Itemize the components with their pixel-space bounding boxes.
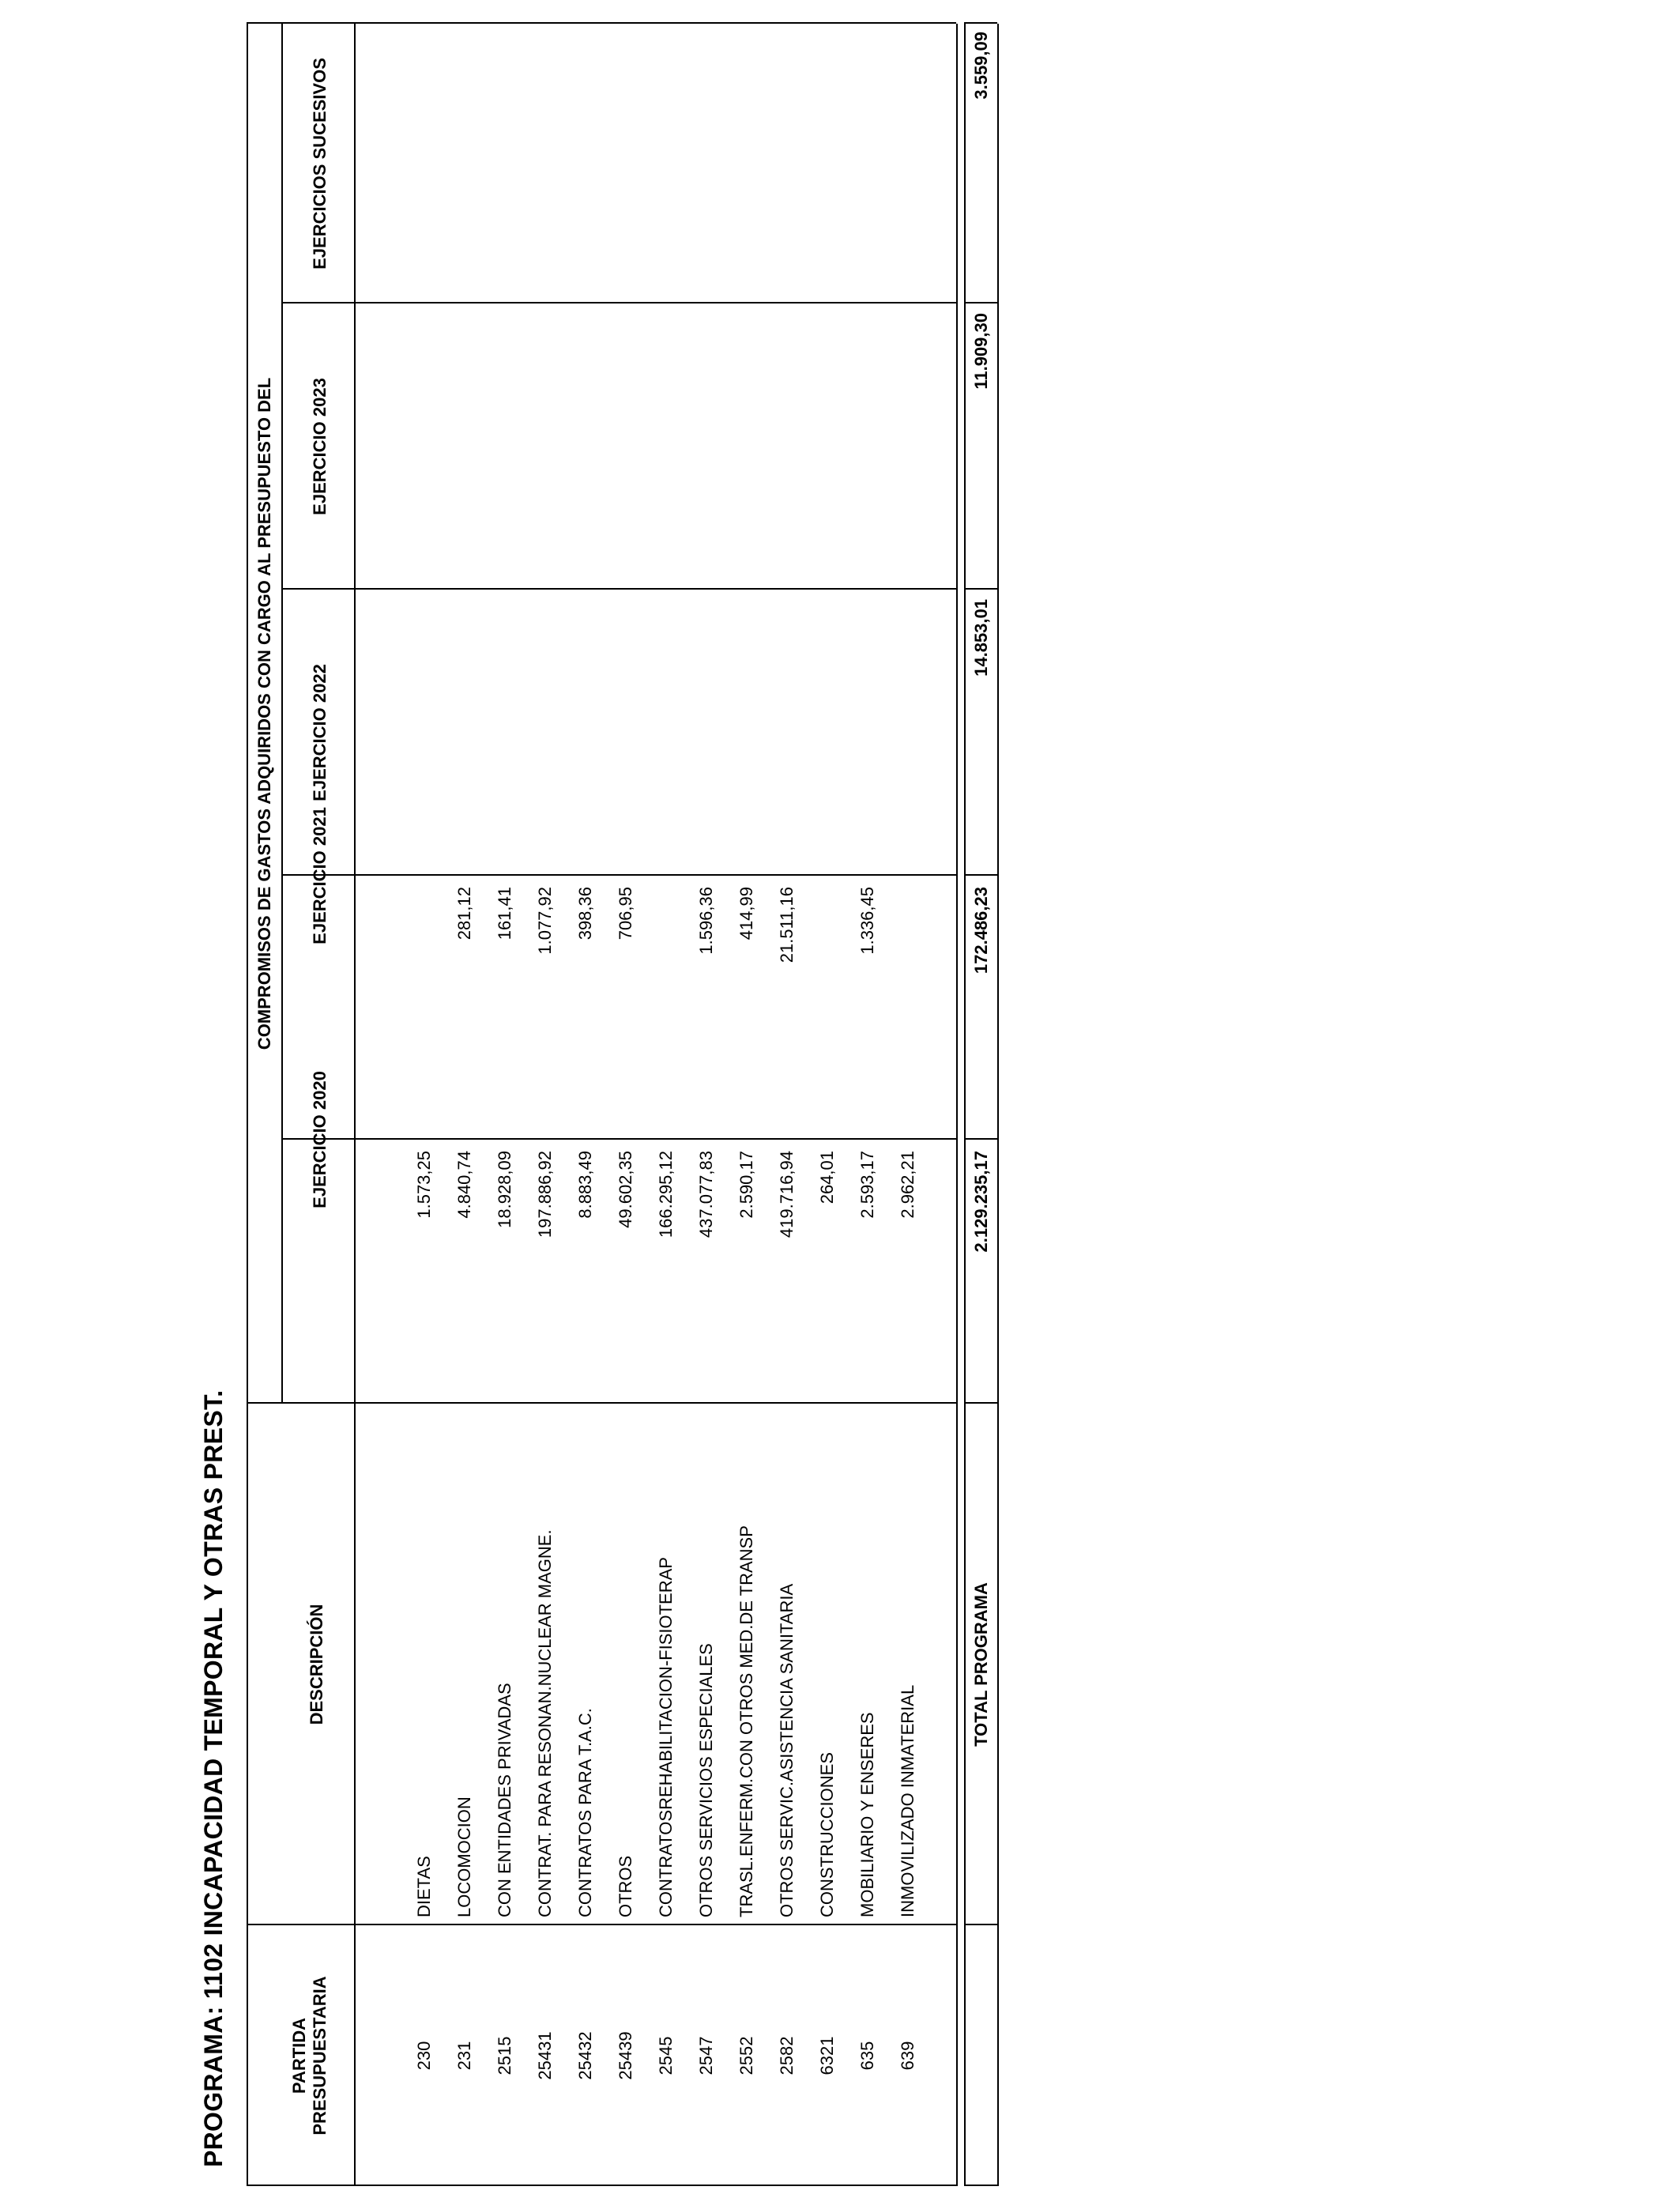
header-compromisos: COMPROMISOS DE GASTOS ADQUIRIDOS CON CARGO AL PRESUPUESTO DEL <box>254 377 274 1050</box>
header-ejercicio-2020: EJERCICIO 2020 <box>310 1071 330 1208</box>
header-ejercicio-2023: EJERCICIO 2023 <box>310 378 330 515</box>
total-2022: 14.853,01 <box>971 599 991 677</box>
total-2021: 172.486,23 <box>971 887 991 974</box>
header-ejercicios-sucesivos: EJERCICIOS SUCESIVOS <box>310 58 330 270</box>
header-partida: PARTIDA PRESUPUESTARIA <box>289 1976 330 2136</box>
total-sucesivos: 3.559,09 <box>971 32 991 100</box>
header-descripcion: DESCRIPCIÓN <box>307 1604 326 1725</box>
total-2023: 11.909,30 <box>971 313 991 390</box>
header-ejercicio-2022: EJERCICIO 2022 <box>310 664 330 801</box>
total-label: TOTAL PROGRAMA <box>971 1582 991 1747</box>
total-2020: 2.129.235,17 <box>971 1151 991 1253</box>
page-title: PROGRAMA: 1102 INCAPACIDAD TEMPORAL Y OTRAS PREST. <box>199 1389 228 2167</box>
header-ejercicio-2021: EJERCICIO 2021 <box>310 807 330 944</box>
rotated-page: PROGRAMA: 1102 INCAPACIDAD TEMPORAL Y OTRAS PREST. PARTIDA PRESUPUESTARIA DESCRIPCIÓN COMPROMISOS DE GASTOS ADQUIRIDOS CON CARGO AL PRESUPUESTO DEL EJERCICIO 2020 EJERCICIO 2021 EJERCICIO 2022 EJERCICIO 2023 EJERCICIOS SUCESIVOS 230 DIETAS 1.573,25 231 LOCOMOCION 4.840,74 281,12 2515 CON ENTIDADES PRIVADAS 18.928,09 161,41 25431 CONTRAT. PARA RESONAN.NUCLEAR MAGNE. 197.886,92 1.077,92 25432 CONTRATOS PARA T.A.C. 8.883,49 398,36 25439 OTROS 49.602,35 706,95 2545 CONTRATOSREHABILITACION-FISIOTERAP 166.295,12 2547 OTROS SERVICIOS ESPECIALES 437.077,83 1.596,36 2552 TRASL.ENFERM.CON OTROS MED.DE TRANSP 2.590,17 414,99 2582 OTROS SERVIC.ASISTENCIA SANITARIA 419.716,94 21.511,16 6321 CONSTRUCCIONES 264,01 635 MOBILIARIO Y ENSERES 2.593,17 1.336,45 639 INMOVILIZADO INMATERIAL 2.962,21 TOTAL PROGRAMA 2.129.235,17 172.486,23 14.853,01 11.909,30 3.559,09 <box>0 0 1680 2194</box>
